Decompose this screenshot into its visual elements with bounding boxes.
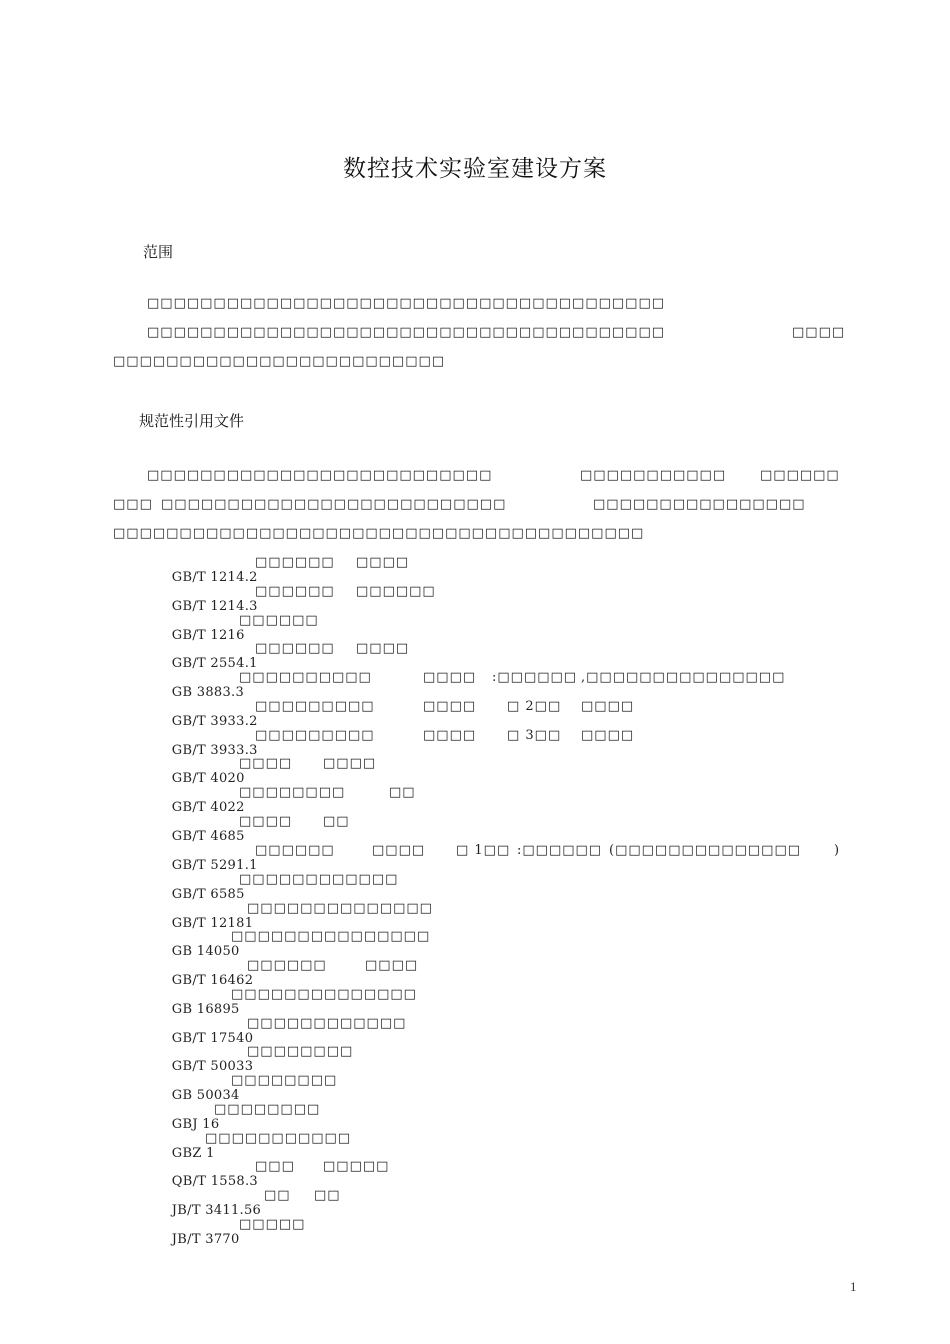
reference-title-part: □□□□□□□□□□□□	[247, 1016, 407, 1031]
reference-code: GB/T 1214.2	[171, 570, 258, 585]
reference-code: GB 14050	[171, 944, 240, 959]
reference-title-part: □□□□□□□□□□□□□□	[231, 987, 417, 1002]
reference-title-part: □□□□□□□□□□□□□□	[247, 901, 433, 916]
reference-item	[147, 1217, 306, 1277]
reference-code: GB/T 50033	[171, 1059, 254, 1074]
reference-title-part: □ 1□□	[456, 843, 511, 858]
reference-title-part: □□□□	[239, 756, 293, 771]
reference-title-part: □□□□□□	[356, 584, 436, 599]
reference-title-part: □□□□	[423, 728, 477, 743]
reference-code: GB/T 5291.1	[171, 858, 258, 873]
reference-code: QB/T 1558.3	[171, 1174, 258, 1189]
reference-title-part: □□□□	[423, 699, 477, 714]
reference-title-part: □□□□□□	[239, 613, 319, 628]
page-number: 1	[850, 1279, 857, 1294]
reference-title-part: □□□□□□□□□□	[239, 670, 372, 685]
reference-code: GB 50034	[171, 1088, 240, 1103]
reference-title-part: □□□□	[581, 699, 635, 714]
reference-title-part: □□□□□□□□□	[255, 699, 375, 714]
reference-code: GB/T 3933.2	[171, 714, 258, 729]
reference-title-part: □□	[323, 814, 350, 829]
reference-title-part: □□□□□□	[255, 584, 335, 599]
reference-title-part: □□□□□	[239, 1217, 306, 1232]
reference-title-part: □□□□□□□□□□□	[205, 1131, 352, 1146]
scope-paragraph-line-1: □□□□□□□□□□□□□□□□□□□□□□□□□□□□□□□□□□□□□□□	[147, 296, 666, 311]
reference-title-part: ,□□□□□□□□□□□□□□□	[581, 670, 786, 685]
reference-code: GB/T 16462	[171, 973, 254, 988]
reference-title-part: □□	[389, 785, 416, 800]
document-title: 数控技术实验室建设方案	[343, 156, 607, 182]
reference-title-part: □□□□□□□□□□□□	[239, 872, 399, 887]
norm-paragraph-line-2-start: □□□	[113, 497, 153, 512]
reference-code: GB/T 1214.3	[171, 599, 258, 614]
norm-paragraph-line-1-mid: □□□□□□□□□□□	[580, 468, 727, 483]
reference-code: GB/T 4685	[171, 829, 245, 844]
reference-code: GB 3883.3	[171, 685, 245, 700]
reference-code: GB/T 4020	[171, 771, 245, 786]
reference-title-part: □□□□□□	[255, 843, 335, 858]
reference-title-part: □ 3□□	[507, 728, 562, 743]
reference-title-part: □□□□□□	[255, 555, 335, 570]
reference-title-part: (□□□□□□□□□□□□□□	[609, 843, 802, 858]
reference-title-part: □□	[264, 1188, 291, 1203]
reference-title-part: □□□□	[356, 555, 410, 570]
reference-title-part: :□□□□□□	[492, 670, 578, 685]
reference-title-part: □□□□	[323, 756, 377, 771]
norm-paragraph-line-2: □□□□□□□□□□□□□□□□□□□□□□□□□□	[161, 497, 507, 512]
reference-code: JB/T 3770	[171, 1232, 240, 1247]
reference-title-part: □□□□□	[323, 1159, 390, 1174]
reference-code: GB/T 3933.3	[171, 743, 258, 758]
reference-title-part: □□□□□□□□	[239, 785, 346, 800]
reference-title-part: □□□□	[372, 843, 426, 858]
scope-paragraph-line-3: □□□□□□□□□□□□□□□□□□□□□□□□□	[113, 354, 446, 369]
reference-code: JB/T 3411.56	[171, 1203, 262, 1218]
reference-title-part: □□□□	[423, 670, 477, 685]
reference-title-part: □ 2□□	[507, 699, 562, 714]
reference-title-part: □□□□□□	[255, 641, 335, 656]
reference-code: GBJ 16	[171, 1117, 220, 1132]
norm-paragraph-line-1-end: □□□□□□	[760, 468, 840, 483]
scope-paragraph-line-2-end: □□□□	[792, 325, 846, 340]
reference-title-part: □□□□□□□□□□□□□□□	[231, 929, 431, 944]
reference-title-part: □□	[314, 1188, 341, 1203]
reference-code: GBZ 1	[171, 1146, 215, 1161]
norm-paragraph-line-1: □□□□□□□□□□□□□□□□□□□□□□□□□□	[147, 468, 493, 483]
reference-code: GB/T 1216	[171, 628, 245, 643]
reference-code: GB/T 12181	[171, 916, 254, 931]
reference-title-part: □□□□	[581, 728, 635, 743]
reference-title-part: □□□□	[365, 958, 419, 973]
section-heading-normative-references: 规范性引用文件	[139, 412, 245, 430]
reference-title-part: :□□□□□□	[517, 843, 603, 858]
reference-title-part: □□□□	[356, 641, 410, 656]
reference-code: GB/T 17540	[171, 1031, 254, 1046]
reference-title-part: □□□□□□□□	[231, 1073, 338, 1088]
reference-title-part: □□□□□□	[247, 958, 327, 973]
norm-paragraph-line-2-end: □□□□□□□□□□□□□□□□	[593, 497, 806, 512]
reference-title-part: □□□□	[239, 814, 293, 829]
norm-paragraph-line-3: □□□□□□□□□□□□□□□□□□□□□□□□□□□□□□□□□□□□□□□□	[113, 526, 645, 541]
reference-code: GB 16895	[171, 1002, 240, 1017]
reference-title-part: )	[834, 843, 841, 858]
reference-title-part: □□□	[255, 1159, 295, 1174]
reference-code: GB/T 6585	[171, 887, 245, 902]
reference-code: GB/T 4022	[171, 800, 245, 815]
reference-title-part: □□□□□□□□	[247, 1044, 354, 1059]
scope-paragraph-line-2: □□□□□□□□□□□□□□□□□□□□□□□□□□□□□□□□□□□□□□□	[147, 325, 666, 340]
reference-title-part: □□□□□□□□□	[255, 728, 375, 743]
section-heading-scope: 范围	[143, 243, 174, 261]
reference-code: GB/T 2554.1	[171, 656, 258, 671]
reference-title-part: □□□□□□□□	[214, 1102, 321, 1117]
